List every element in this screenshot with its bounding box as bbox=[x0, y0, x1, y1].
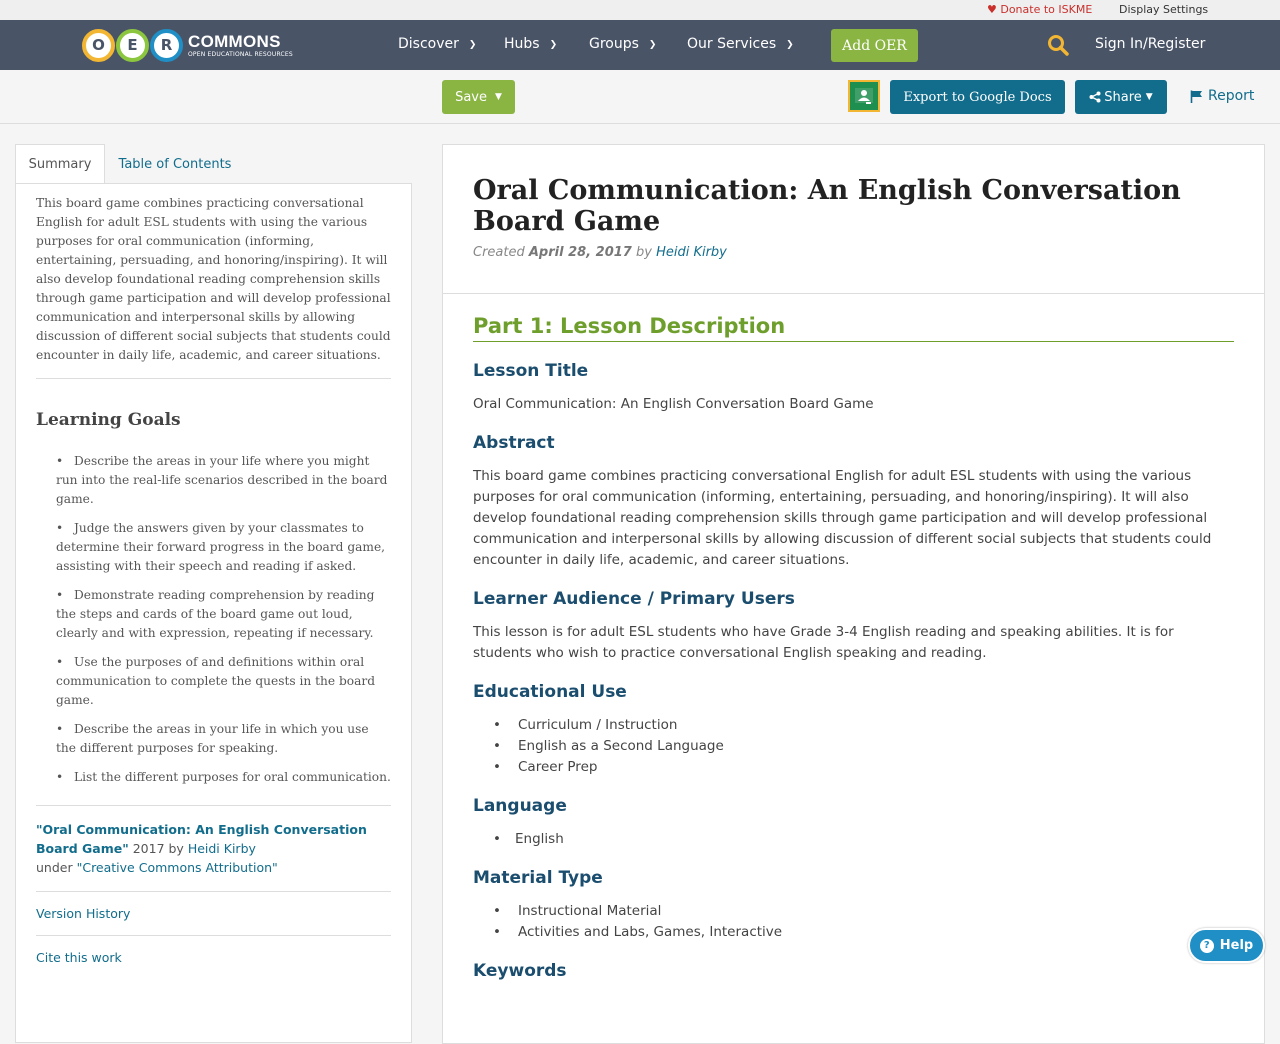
part-title: Part 1: Lesson Description bbox=[473, 311, 1234, 342]
goal-text: Describe the areas in your life where you might run into the real-life scenarios described in the board game. bbox=[56, 454, 388, 506]
list-item: • Describe the areas in your life in which you use the different purposes for speaking. bbox=[56, 722, 369, 755]
donate-link[interactable]: ♥ Donate to ISKME bbox=[987, 3, 1093, 16]
list-item: • Activities and Labs, Games, Interactive bbox=[493, 924, 783, 940]
logo-tagline: OPEN EDUCATIONAL RESOURCES bbox=[188, 50, 293, 58]
utility-bar bbox=[0, 0, 1280, 20]
donate-label: Donate to ISKME bbox=[1000, 3, 1093, 16]
page-title: Oral Communication: An English Conversation Board Game bbox=[473, 175, 1181, 237]
nav-our-services[interactable] bbox=[687, 36, 794, 52]
created-by: by bbox=[635, 245, 652, 260]
logo-r: R bbox=[150, 29, 183, 62]
list-item: • Demonstrate reading comprehension by reading the steps and cards of the board game out loud, clearly and with expression, repeating if necessary. bbox=[56, 588, 375, 640]
question-icon: ? bbox=[1200, 939, 1214, 953]
version-history-link[interactable]: Version History bbox=[36, 906, 131, 921]
goal-text: Use the purposes of and definitions within oral communication to complete the quests in the board game. bbox=[56, 655, 376, 707]
list-item: • English as a Second Language bbox=[493, 738, 724, 754]
section-heading-material-type: Material Type bbox=[473, 868, 603, 888]
logo-wordmark bbox=[188, 33, 293, 58]
logo-word: COMMONS bbox=[188, 31, 281, 51]
list-item: • Judge the answers given by your classmates to determine their forward progress in the board game, assisting with their speech and reading if asked. bbox=[56, 521, 386, 573]
help-button[interactable] bbox=[1188, 928, 1265, 963]
nav-discover[interactable] bbox=[398, 36, 476, 52]
material-item: Activities and Labs, Games, Interactive bbox=[518, 924, 783, 940]
attribution-title-link[interactable]: "Oral Communication: An English Conversation Board Game" bbox=[36, 822, 367, 856]
oer-commons-logo[interactable] bbox=[82, 26, 293, 64]
chevron-down-icon: ❯ bbox=[786, 40, 794, 50]
created-info bbox=[473, 245, 1234, 260]
section-heading-audience: Learner Audience / Primary Users bbox=[473, 589, 795, 609]
goal-text: Describe the areas in your life in which you use the different purposes for speaking. bbox=[56, 722, 369, 755]
material-item: Instructional Material bbox=[518, 903, 662, 919]
display-settings-link[interactable]: Display Settings bbox=[1119, 3, 1209, 16]
section-heading-language: Language bbox=[473, 796, 567, 816]
save-label: Save bbox=[455, 89, 487, 105]
report-button[interactable] bbox=[1190, 88, 1254, 104]
cite-this-work-link[interactable]: Cite this work bbox=[36, 950, 122, 965]
list-item: • English bbox=[493, 831, 564, 847]
save-button[interactable] bbox=[442, 80, 515, 114]
nav-discover-label: Discover bbox=[398, 36, 459, 52]
learning-goals-list bbox=[36, 452, 391, 787]
edu-use-item: Career Prep bbox=[518, 759, 598, 775]
list-item: • Career Prep bbox=[493, 759, 598, 775]
sidebar-panel bbox=[15, 183, 412, 1043]
google-classroom-icon bbox=[853, 85, 875, 107]
divider bbox=[36, 378, 391, 379]
audience-text: This lesson is for adult ESL students who have Grade 3-4 English reading and speaking abilities. It is for students who wish to practice conversational English speaking and reading. bbox=[473, 624, 1174, 661]
nav-hubs-label: Hubs bbox=[504, 36, 540, 52]
section-heading-lesson-title: Lesson Title bbox=[473, 361, 589, 381]
goal-text: Demonstrate reading comprehension by reading the steps and cards of the board game out loud, clearly and with expression, repeating if necessary. bbox=[56, 588, 375, 640]
logo-e: E bbox=[116, 29, 149, 62]
license-link[interactable]: "Creative Commons Attribution" bbox=[76, 860, 278, 875]
resource-header bbox=[443, 145, 1264, 294]
abstract-text: This board game combines practicing conversational English for adult ESL students with using the various purposes for oral communication (informing, entertaining, persuading, and honoring/inspiring). It will also develop foundational reading comprehension skills through game participation and will develop professional communication and interpersonal skills by allowing discussion of different social subjects that students could encounter in daily life, academic, and career situations. bbox=[473, 468, 1212, 568]
add-oer-button[interactable]: Add OER bbox=[831, 29, 918, 62]
sign-in-register-link[interactable]: Sign In/Register bbox=[1095, 36, 1206, 52]
section-heading-abstract: Abstract bbox=[473, 433, 555, 453]
nav-groups-label: Groups bbox=[589, 36, 639, 52]
goal-text: Judge the answers given by your classmates to determine their forward progress in the board game, assisting with their speech and reading if asked. bbox=[56, 521, 386, 573]
material-type-list bbox=[473, 901, 1234, 943]
section-heading-keywords: Keywords bbox=[473, 961, 567, 981]
flag-icon bbox=[1190, 90, 1203, 103]
lesson-title-text: Oral Communication: An English Conversation Board Game bbox=[473, 396, 874, 412]
search-icon[interactable] bbox=[1047, 34, 1069, 56]
main-content bbox=[442, 144, 1265, 1044]
author-link[interactable]: Heidi Kirby bbox=[656, 245, 727, 260]
google-classroom-button[interactable] bbox=[848, 80, 880, 112]
list-item: • Describe the areas in your life where you might run into the real-life scenarios described in the board game. bbox=[56, 454, 388, 506]
list-item: • Use the purposes of and definitions within oral communication to complete the quests in the board game. bbox=[56, 655, 376, 707]
caret-down-icon: ▼ bbox=[1145, 92, 1153, 102]
chevron-down-icon: ❯ bbox=[648, 40, 657, 50]
created-label: Created bbox=[473, 245, 525, 260]
nav-our-services-label: Our Services bbox=[687, 36, 777, 52]
caret-down-icon: ▼ bbox=[495, 92, 502, 102]
resource-toolbar bbox=[0, 70, 1280, 124]
list-item: • Curriculum / Instruction bbox=[493, 717, 678, 733]
resource-body bbox=[443, 311, 1264, 981]
help-label: Help bbox=[1219, 938, 1254, 953]
attribution bbox=[36, 820, 391, 877]
attribution-under: under bbox=[36, 860, 77, 875]
export-google-docs-button[interactable]: Export to Google Docs bbox=[890, 80, 1065, 114]
tab-table-of-contents[interactable]: Table of Contents bbox=[118, 156, 232, 172]
logo-o: O bbox=[82, 29, 115, 62]
report-label: Report bbox=[1208, 88, 1255, 104]
learning-goals-title: Learning Goals bbox=[36, 410, 181, 430]
nav-groups[interactable] bbox=[589, 36, 656, 52]
share-button[interactable] bbox=[1075, 80, 1167, 114]
list-item: • List the different purposes for oral communication. bbox=[56, 770, 391, 784]
main-navbar bbox=[0, 20, 1280, 70]
share-icon bbox=[1089, 91, 1101, 103]
language-item: English bbox=[515, 831, 564, 847]
tab-summary[interactable]: Summary bbox=[15, 144, 105, 184]
chevron-down-icon: ❯ bbox=[468, 40, 477, 50]
attribution-year: 2017 by bbox=[128, 841, 188, 856]
attribution-author-link[interactable]: Heidi Kirby bbox=[187, 841, 256, 856]
educational-use-list bbox=[473, 715, 1234, 778]
nav-hubs[interactable] bbox=[504, 36, 557, 52]
edu-use-item: Curriculum / Instruction bbox=[518, 717, 678, 733]
divider bbox=[36, 935, 391, 936]
created-date: April 28, 2017 bbox=[528, 245, 632, 260]
list-item: • Instructional Material bbox=[493, 903, 662, 919]
divider bbox=[36, 891, 391, 892]
summary-text: This board game combines practicing conversational English for adult ESL students with using the various purposes for oral communication (informing, entertaining, persuading, and honoring/inspiring). It will also develop foundational reading comprehension skills through game participation and will develop professional communication and interpersonal skills by allowing discussion of different social subjects that students could encounter in daily life, academic, and career situations. bbox=[36, 196, 391, 362]
language-list bbox=[473, 829, 1234, 850]
sidebar-tabs bbox=[15, 144, 412, 184]
edu-use-item: English as a Second Language bbox=[518, 738, 724, 754]
divider bbox=[36, 805, 391, 806]
goal-text: List the different purposes for oral communication. bbox=[74, 770, 391, 784]
section-heading-educational-use: Educational Use bbox=[473, 682, 627, 702]
chevron-down-icon: ❯ bbox=[549, 40, 558, 50]
share-label: Share bbox=[1104, 89, 1142, 105]
